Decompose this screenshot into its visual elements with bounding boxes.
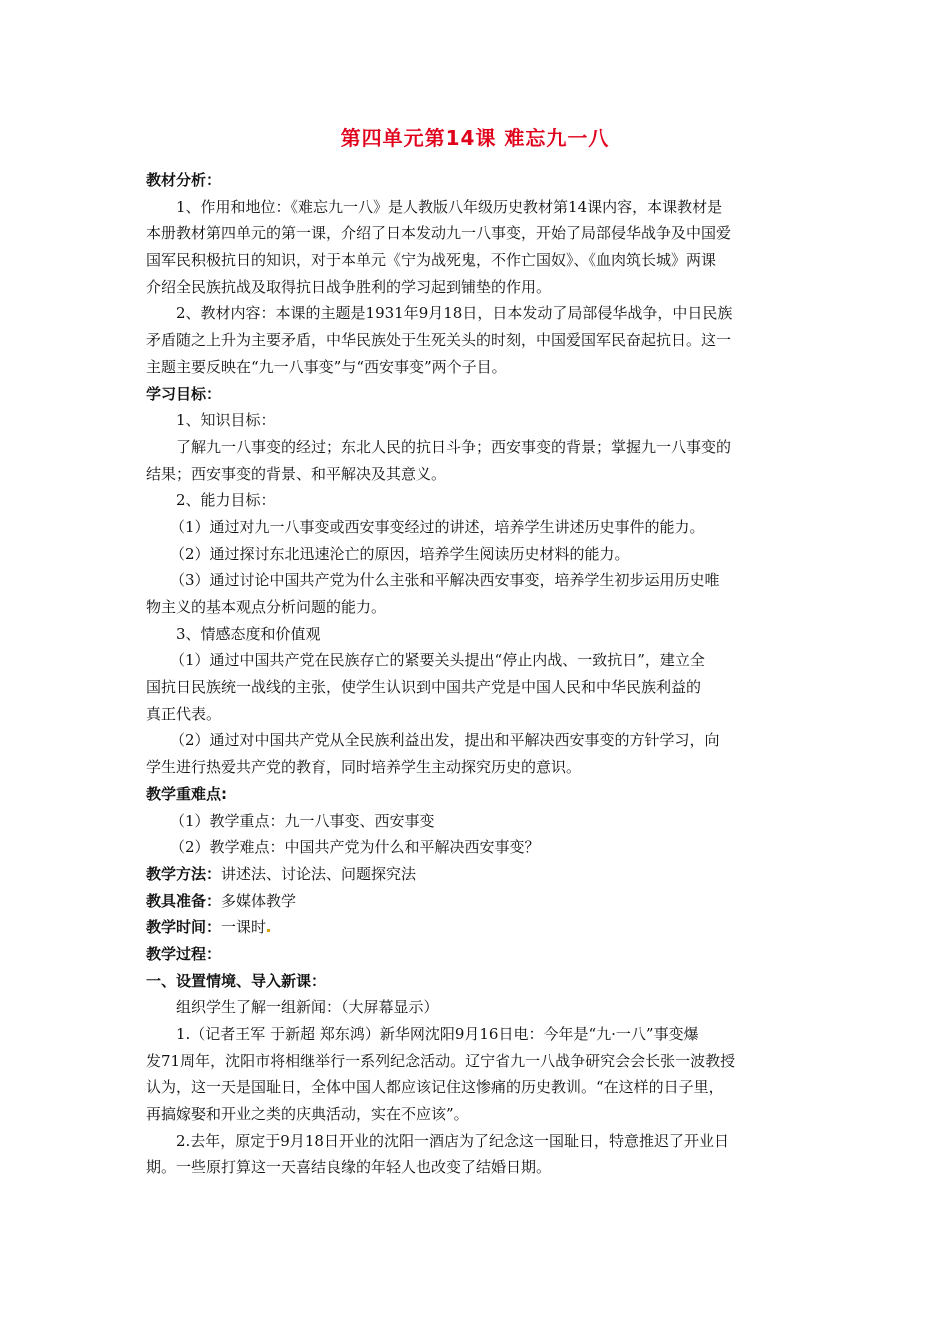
text-line: 介绍全民族抗战及取得抗日战争胜利的学习起到铺垫的作用。 [146,277,552,296]
text-line: 3、情感态度和价值观 [176,624,321,643]
text-line: 1、知识目标： [176,411,276,430]
text-line: 1.（记者王军 于新超 郑东鸿）新华网沈阳9月16日电：今年是“九·一八”事变爆 [176,1025,699,1043]
text-line [146,861,810,888]
text-line: （1）通过对九一八事变或西安事变经过的讲述，培养学生讲述历史事件的能力。 [170,517,705,536]
text-line: （2）通过探讨东北迅速沦亡的原因，培养学生阅读历史材料的能力。 [170,544,630,563]
text-line: 期。一些原打算这一天喜结良缘的年轻人也改变了结婚日期。 [146,1158,552,1177]
field-value: 一课时 [221,918,267,937]
section-heading: 教材分析： [146,171,222,189]
section-heading: 学习目标： [146,384,222,403]
text-line: 组织学生了解一组新闻：（大屏幕显示） [176,998,439,1017]
text-line: 了解九一八事变的经过；东北人民的抗日斗争；西安事变的背景；掌握九一八事变的 [176,437,732,456]
text-line: 物主义的基本观点分析问题的能力。 [146,598,387,616]
text-line: （3）通过讨论中国共产党为什么主张和平解决西安事变，培养学生初步运用历史唯 [170,571,720,590]
text-line: （2）通过对中国共产党从全民族利益出发，提出和平解决西安事变的方针学习，向 [170,731,720,750]
section-heading: 教学重难点: [146,784,227,803]
text-line: 结果；西安事变的背景、和平解决及其意义。 [146,464,447,483]
text-line: （1）通过中国共产党在民族存亡的紧要关头提出“停止内战、一致抗日”，建立全 [170,651,705,670]
field-label: 教学时间： [146,918,222,937]
text-line: 国军民积极抗日的知识，对于本单元《宁为战死鬼，不作亡国奴》、《血肉筑长城》两课 [146,251,717,270]
field-label: 教具准备： [146,891,222,910]
text-line: 学生进行热爱共产党的教育，同时培养学生主动探究历史的意识。 [146,758,582,777]
text-line: 再搞嫁娶和开业之类的庆典活动，实在不应该”。 [146,1105,469,1124]
text-line: 真正代表。 [146,704,222,723]
text-line: （2）教学难点：中国共产党为什么和平解决西安事变？ [170,838,540,857]
text-line: 发71周年，沈阳市将相继举行一系列纪念活动。辽宁省九一八战争研究会会长张一波教授 [146,1051,736,1070]
text-line [146,888,810,915]
text-line: （1）教学重点：九一八事变、西安事变 [170,811,435,830]
field-label: 教学方法： [146,864,222,883]
text-line: 主题主要反映在“九一八事变”与“西安事变”两个子目。 [146,357,507,376]
text-line: 国抗日民族统一战线的主张，使学生认识到中国共产党是中国人民和中华民族利益的 [146,678,702,697]
text-line: 矛盾随之上升为主要矛盾，中华民族处于生死关头的时刻，中国爱国军民奋起抗日。这一 [146,331,732,350]
section-heading: 教学过程： [146,944,222,963]
text-line: 本册教材第四单元的第一课，介绍了日本发动九一八事变，开始了局部侵华战争及中国爱 [146,224,732,243]
field-value: 多媒体教学 [221,891,297,910]
text-line: 2、能力目标： [176,491,276,510]
field-value: 讲述法、讨论法、问题探究法 [221,864,417,883]
text-line: 2、教材内容：本课的主题是1931年9月18日，日本发动了局部侵华战争，中日民族 [176,304,733,323]
text-line: 2.去年，原定于9月18日开业的沈阳一酒店为了纪念这一国耻日，特意推迟了开业日 [176,1131,729,1150]
document-body [146,167,810,1181]
text-line: 1、作用和地位：《难忘九一八》是人教版八年级历史教材第14课内容，本课教材是 [176,197,723,216]
marker-dot [267,929,270,932]
section-heading: 一、设置情境、导入新课： [146,971,327,990]
page-title: 第四单元第14课 难忘九一八 [340,126,610,150]
text-line: 认为，这一天是国耻日，全体中国人都应该记住这惨痛的历史教训。“在这样的日子里， [146,1078,724,1097]
text-line [146,914,810,941]
